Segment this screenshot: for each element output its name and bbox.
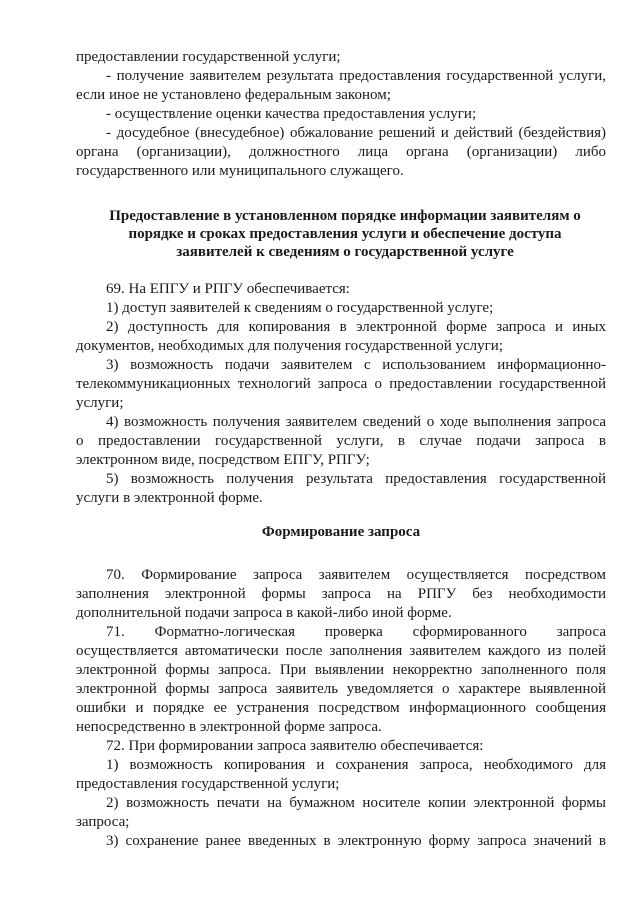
text-line: - досудебное (внесудебное) обжалование решений и действий (бездействия) bbox=[106, 125, 606, 141]
section2-body bbox=[76, 566, 606, 851]
text-line: электронном виде, посредством ЕПГУ, РПГУ; bbox=[76, 452, 370, 468]
section1-body bbox=[76, 280, 606, 508]
text-line: 1) возможность копирования и сохранения запроса, необходимого для bbox=[106, 757, 606, 773]
text-line: услуги; bbox=[76, 395, 124, 411]
text-line: 72. При формировании запроса заявителю обеспечивается: bbox=[106, 738, 484, 754]
section-heading: Формирование запроса bbox=[261, 524, 421, 540]
text-line: осуществляется автоматически после заполнения заявителем каждого из полей bbox=[76, 643, 606, 659]
text-line: 1) доступ заявителей к сведениям о государственной услуге; bbox=[106, 300, 494, 316]
text-line: дополнительной подачи запроса в какой-либо иной форме. bbox=[76, 605, 452, 621]
text-line: 70. Формирование запроса заявителем осуществляется посредством bbox=[106, 567, 606, 583]
section-heading: Предоставление в установленном порядке информации заявителям о порядке и сроках предоставления услуги и обеспечение доступа заявителей к сведениям о государственной услуге bbox=[109, 208, 581, 260]
text-line: 69. На ЕПГУ и РПГУ обеспечивается: bbox=[106, 281, 350, 297]
text-line: 2) возможность печати на бумажном носителе копии электронной формы bbox=[106, 795, 606, 811]
text-line: органа (организации), должностного лица органа (организации) либо bbox=[76, 144, 606, 160]
text-line: 2) доступность для копирования в электронной форме запроса и иных bbox=[106, 319, 606, 335]
text-line: электронной формы запроса. При выявлении некорректно заполненного поля bbox=[76, 662, 606, 678]
text-line: заполнения электронной формы запроса на РПГУ без необходимости bbox=[76, 586, 606, 602]
text-line: 5) возможность получения результата предоставления государственной bbox=[106, 471, 606, 487]
text-line: 4) возможность получения заявителем сведений о ходе выполнения запроса bbox=[106, 414, 606, 430]
text-line: предоставления государственной услуги; bbox=[76, 776, 340, 792]
text-line: непосредственно в электронной форме запроса. bbox=[76, 719, 382, 735]
text-line: если иное не установлено федеральным законом; bbox=[76, 87, 391, 103]
text-line: запроса; bbox=[76, 814, 130, 830]
top-paragraph bbox=[76, 48, 606, 181]
text-line: электронной формы запроса заявитель уведомляется о характере выявленной bbox=[76, 681, 606, 697]
text-line: 3) возможность подачи заявителем с использованием информационно- bbox=[106, 357, 606, 373]
text-line: документов, необходимых для получения государственной услуги; bbox=[76, 338, 503, 354]
text-line: государственного или муниципального служащего. bbox=[76, 163, 404, 179]
text-line: телекоммуникационных технологий запроса о предоставлении государственной bbox=[76, 376, 606, 392]
text-line: услуги в электронной форме. bbox=[76, 490, 263, 506]
text-line: 3) сохранение ранее введенных в электронную форму запроса значений в bbox=[106, 833, 606, 849]
text-line: о предоставлении государственной услуги, в случае подачи запроса в bbox=[76, 433, 606, 449]
text-line: ошибки и порядке ее устранения посредством информационного сообщения bbox=[76, 700, 606, 716]
text-line: предоставлении государственной услуги; bbox=[76, 49, 341, 65]
text-line: - осуществление оценки качества предоставления услуги; bbox=[106, 106, 477, 122]
text-line: 71. Форматно-логическая проверка сформированного запроса bbox=[106, 624, 606, 640]
text-line: - получение заявителем результата предоставления государственной услуги, bbox=[106, 68, 606, 84]
